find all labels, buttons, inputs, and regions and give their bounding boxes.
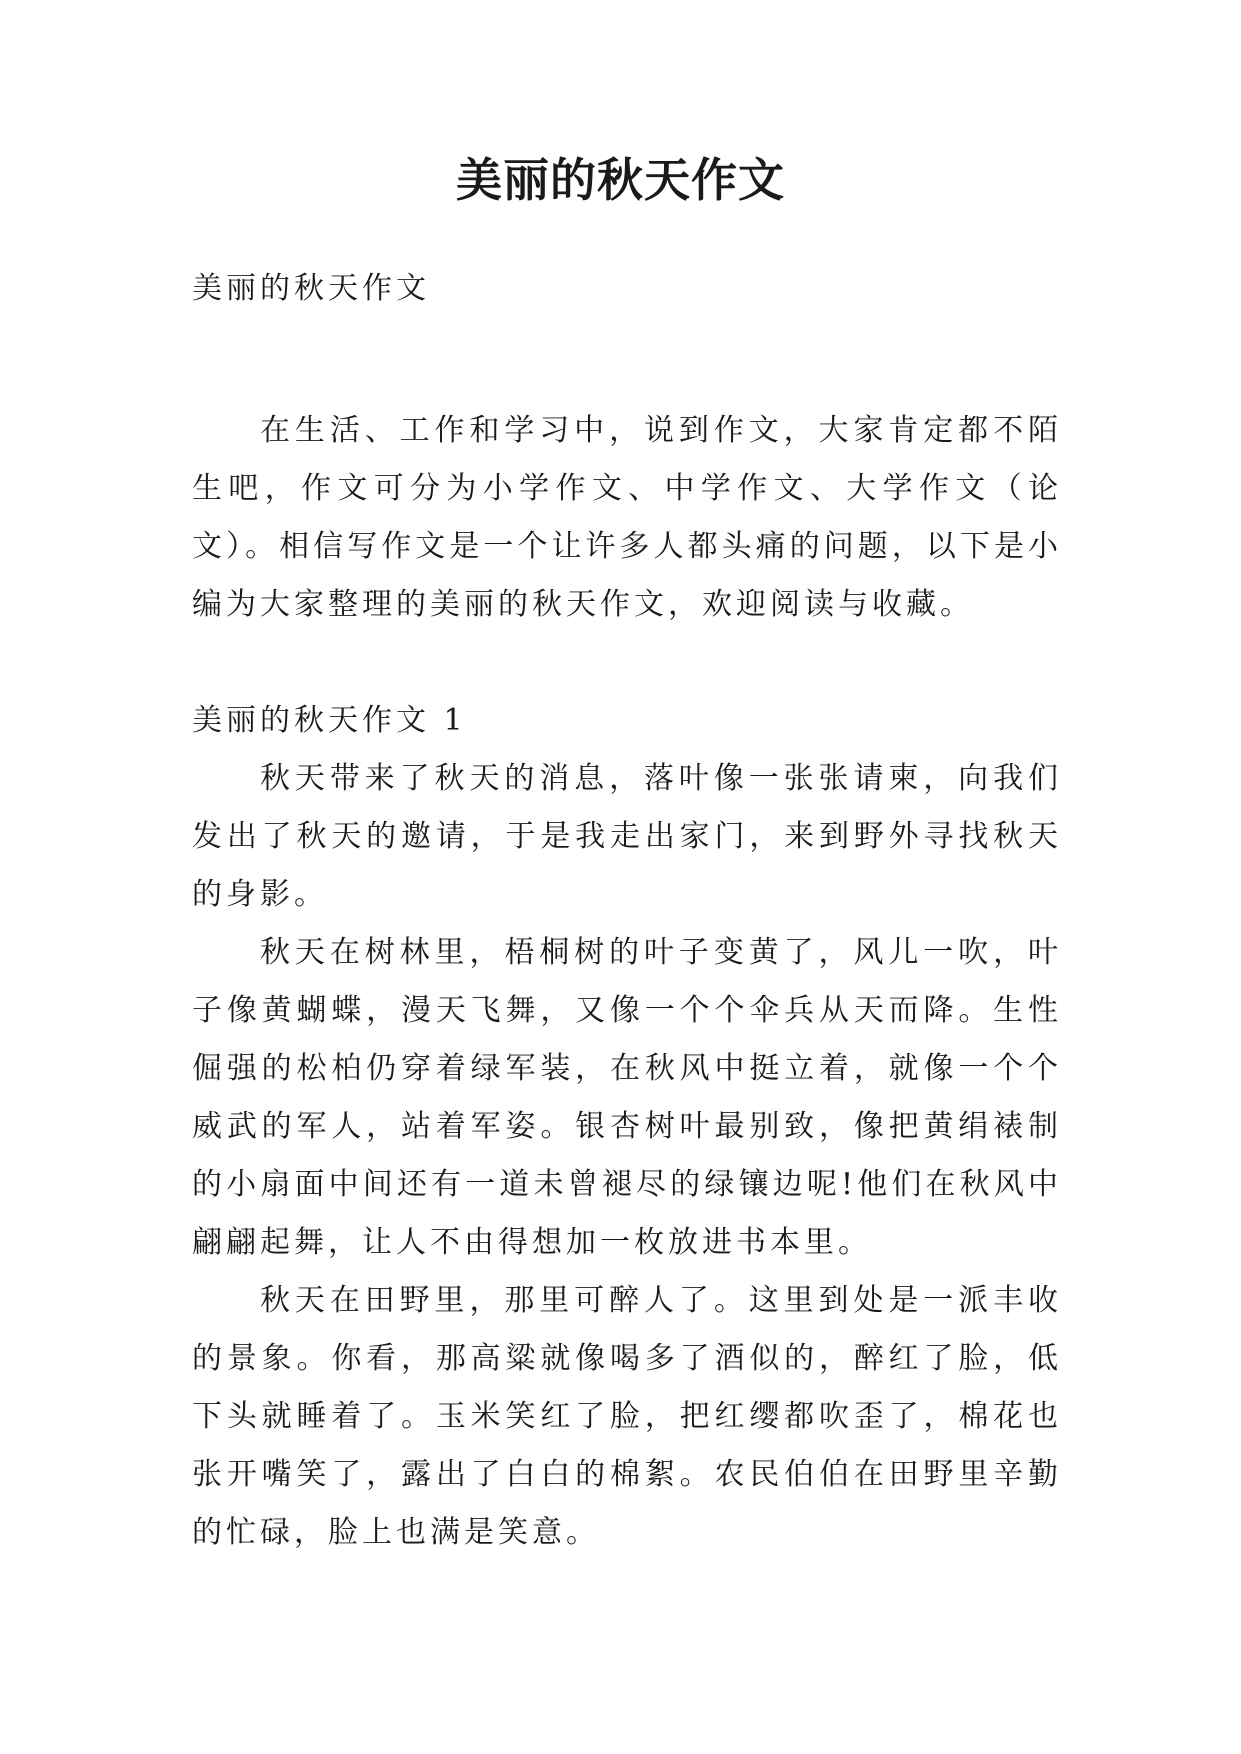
essay-paragraph-3: 秋天在田野里，那里可醉人了。这里到处是一派丰收的景象。你看，那高粱就像喝多了酒似的，醉红了脸，低下头就睡着了。玉米笑红了脸，把红缨都吹歪了，棉花也张开嘴笑了，露出了白白的棉絮。农民伯伯在田野里辛勤的忙碌，脸上也满是笑意。 bbox=[192, 1283, 1062, 1550]
intro-block bbox=[192, 402, 1062, 634]
section-heading: 美丽的秋天作文 1 bbox=[192, 703, 467, 738]
essay-body bbox=[192, 750, 1062, 1562]
intro-paragraph: 在生活、工作和学习中，说到作文，大家肯定都不陌生吧，作文可分为小学作文、中学作文、大学作文（论文）。相信写作文是一个让许多人都头痛的问题，以下是小编为大家整理的美丽的秋天作文，欢迎阅读与收藏。 bbox=[192, 413, 1062, 622]
essay-paragraph-2: 秋天在树林里，梧桐树的叶子变黄了，风儿一吹，叶子像黄蝴蝶，漫天飞舞，又像一个个伞兵从天而降。生性倔强的松柏仍穿着绿军装，在秋风中挺立着，就像一个个威武的军人，站着军姿。银杏树叶最别致，像把黄绢裱制的小扇面中间还有一道未曾褪尽的绿镶边呢!他们在秋风中翩翩起舞，让人不由得想加一枚放进书本里。 bbox=[192, 935, 1062, 1260]
document-subtitle: 美丽的秋天作文 bbox=[192, 271, 430, 306]
document-title: 美丽的秋天作文 bbox=[456, 153, 785, 207]
essay-paragraph-1: 秋天带来了秋天的消息，落叶像一张张请柬，向我们发出了秋天的邀请，于是我走出家门，来到野外寻找秋天的身影。 bbox=[192, 761, 1062, 912]
